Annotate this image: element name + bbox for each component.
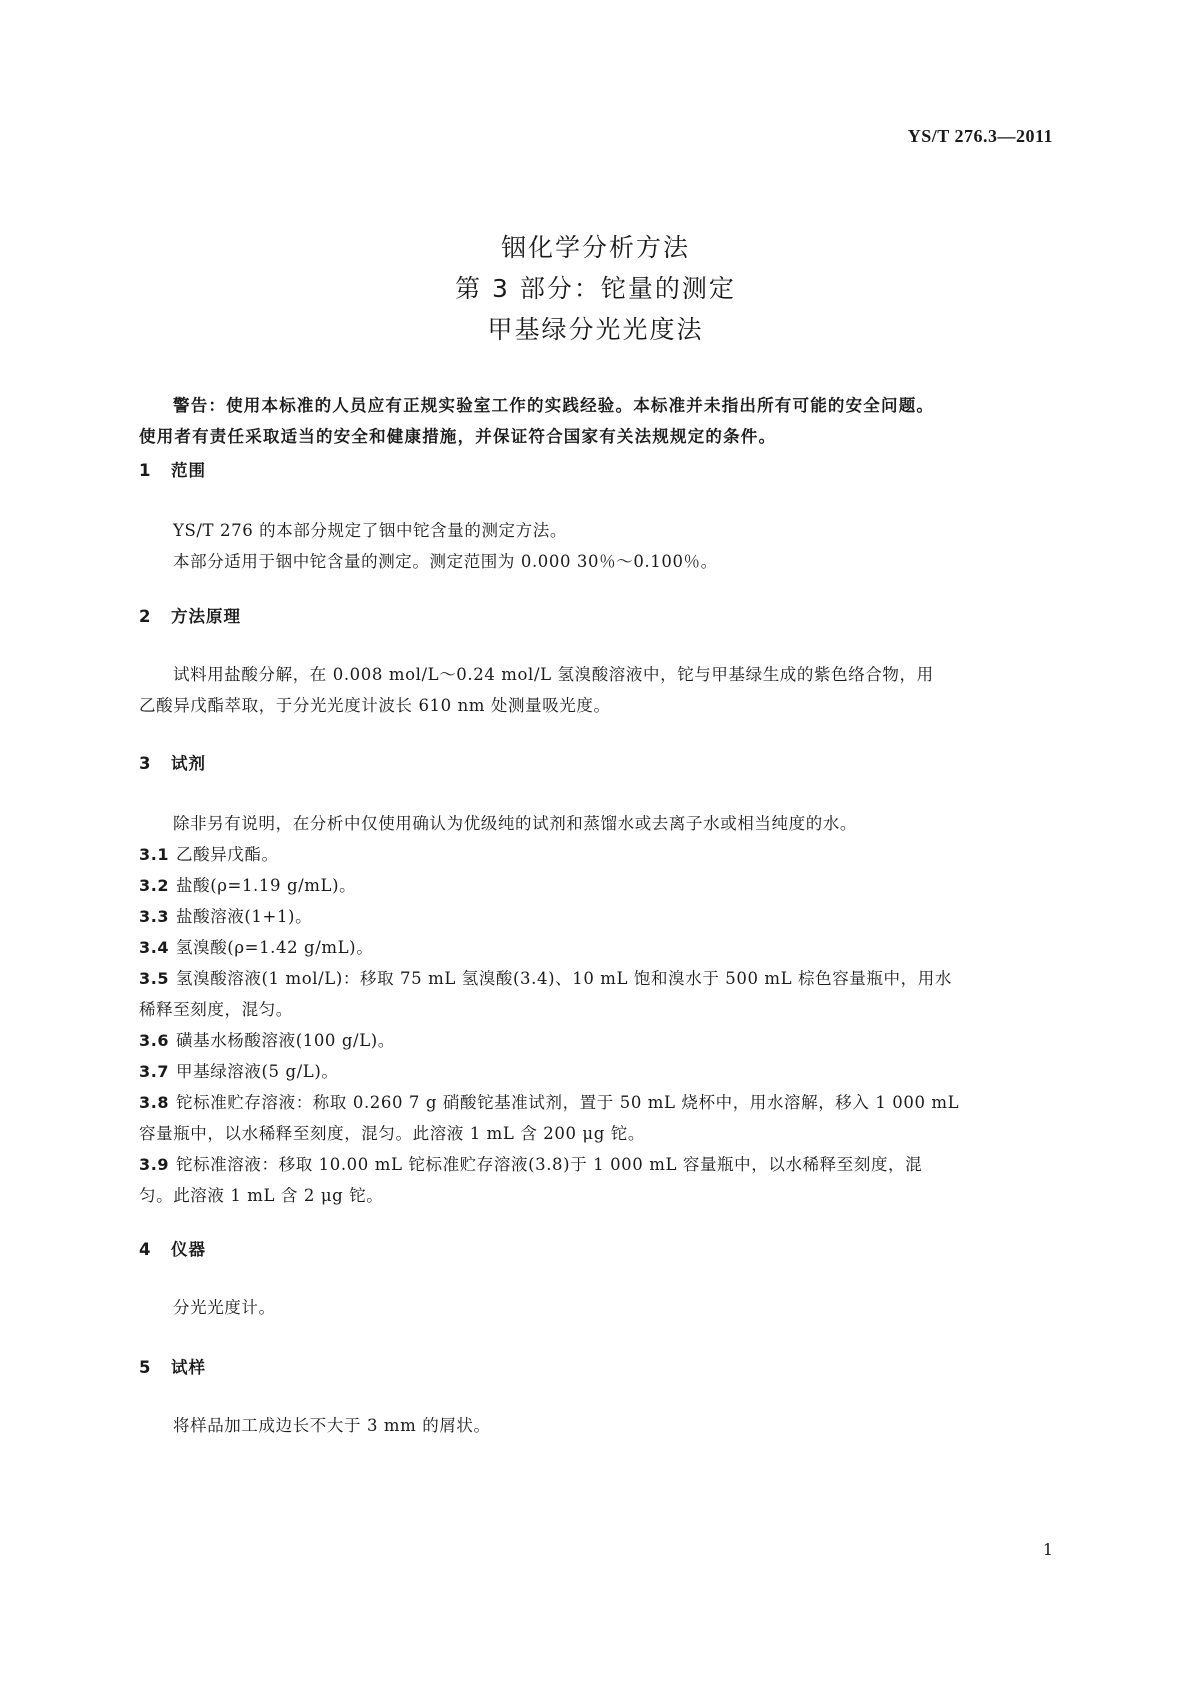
section-heading-5 — [139, 1356, 206, 1380]
document-title — [0, 227, 1191, 350]
section-4-body — [139, 1292, 1059, 1323]
section-2-body — [139, 659, 1059, 721]
paragraph-line: 试料用盐酸分解，在 0.008 mol/L～0.24 mol/L 氢溴酸溶液中，铊与甲基绿生成的紫色络合物，用 — [173, 665, 934, 684]
item-text-continued: 匀。此溶液 1 mL 含 2 μg 铊。 — [139, 1186, 384, 1205]
item-text-continued: 容量瓶中，以水稀释至刻度，混匀。此溶液 1 mL 含 200 μg 铊。 — [139, 1124, 645, 1143]
item-number: 3.6 — [139, 1031, 170, 1050]
reagent-item-3-2 — [139, 870, 1059, 901]
warning-line-1: 警告：使用本标准的人员应有正规实验室工作的实践经验。本标准并未指出所有可能的安全问题。 — [173, 396, 935, 415]
title-line-1: 铟化学分析方法 — [500, 233, 690, 262]
item-text: 铊标准溶液：移取 10.00 mL 铊标准贮存溶液(3.8)于 1 000 mL 容量瓶中，以水稀释至刻度，混 — [176, 1155, 923, 1174]
item-text: 盐酸溶液(1+1)。 — [176, 907, 313, 926]
item-text: 甲基绿溶液(5 g/L)。 — [176, 1062, 339, 1081]
section-3-intro — [139, 808, 1059, 839]
section-1-body — [139, 515, 1059, 577]
section-number: 3 — [139, 754, 152, 773]
reagent-item-3-5 — [139, 963, 1059, 1025]
title-line-2: 第 3 部分：铊量的测定 — [455, 274, 736, 303]
item-number: 3.9 — [139, 1155, 170, 1174]
item-number: 3.5 — [139, 969, 170, 988]
paragraph: 除非另有说明，在分析中仅使用确认为优级纯的试剂和蒸馏水或去离子水或相当纯度的水。 — [173, 814, 857, 833]
item-number: 3.2 — [139, 876, 170, 895]
reagent-item-3-1 — [139, 839, 1059, 870]
section-number: 4 — [139, 1240, 152, 1259]
section-number: 5 — [139, 1358, 152, 1377]
reagent-item-3-9 — [139, 1149, 1059, 1211]
section-title: 试剂 — [171, 754, 206, 773]
warning-line-2: 使用者有责任采取适当的安全和健康措施，并保证符合国家有关法规规定的条件。 — [139, 427, 777, 446]
paragraph-line: 乙酸异戊酯萃取，于分光光度计波长 610 nm 处测量吸光度。 — [139, 696, 611, 715]
section-title: 范围 — [171, 461, 206, 480]
section-title: 仪器 — [171, 1240, 206, 1259]
item-text: 氢溴酸(ρ=1.42 g/mL)。 — [176, 938, 374, 957]
section-title: 试样 — [171, 1358, 206, 1377]
item-number: 3.3 — [139, 907, 170, 926]
section-number: 1 — [139, 461, 152, 480]
reagent-item-3-4 — [139, 932, 1059, 963]
section-5-body — [139, 1410, 1059, 1441]
item-number: 3.1 — [139, 845, 170, 864]
section-heading-3 — [139, 752, 206, 776]
item-text: 铊标准贮存溶液：称取 0.260 7 g 硝酸铊基准试剂，置于 50 mL 烧杯中，用水溶解，移入 1 000 mL — [176, 1093, 960, 1112]
standard-number: YS/T 276.3—2011 — [907, 126, 1053, 146]
item-text: 磺基水杨酸溶液(100 g/L)。 — [176, 1031, 395, 1050]
section-heading-4 — [139, 1238, 206, 1262]
item-text: 乙酸异戊酯。 — [176, 845, 279, 864]
reagent-item-3-6 — [139, 1025, 1059, 1056]
item-number: 3.8 — [139, 1093, 170, 1112]
item-text-continued: 稀释至刻度，混匀。 — [139, 1000, 293, 1019]
paragraph: 将样品加工成边长不大于 3 mm 的屑状。 — [173, 1416, 491, 1435]
paragraph: 本部分适用于铟中铊含量的测定。测定范围为 0.000 30％～0.100％。 — [173, 552, 718, 571]
reagent-item-3-7 — [139, 1056, 1059, 1087]
section-title: 方法原理 — [171, 607, 241, 626]
item-number: 3.4 — [139, 938, 170, 957]
item-number: 3.7 — [139, 1062, 170, 1081]
reagent-item-3-3 — [139, 901, 1059, 932]
section-number: 2 — [139, 607, 152, 626]
title-line-3: 甲基绿分光光度法 — [487, 315, 704, 344]
reagent-item-3-8 — [139, 1087, 1059, 1149]
item-text: 盐酸(ρ=1.19 g/mL)。 — [176, 876, 357, 895]
section-heading-1 — [139, 459, 206, 483]
warning-notice — [139, 390, 1059, 452]
page-number: 1 — [1042, 1540, 1053, 1559]
paragraph: 分光光度计。 — [173, 1298, 276, 1317]
section-heading-2 — [139, 605, 241, 629]
item-text: 氢溴酸溶液(1 mol/L)：移取 75 mL 氢溴酸(3.4)、10 mL 饱和溴水于 500 mL 棕色容量瓶中，用水 — [176, 969, 952, 988]
paragraph: YS/T 276 的本部分规定了铟中铊含量的测定方法。 — [173, 521, 567, 540]
